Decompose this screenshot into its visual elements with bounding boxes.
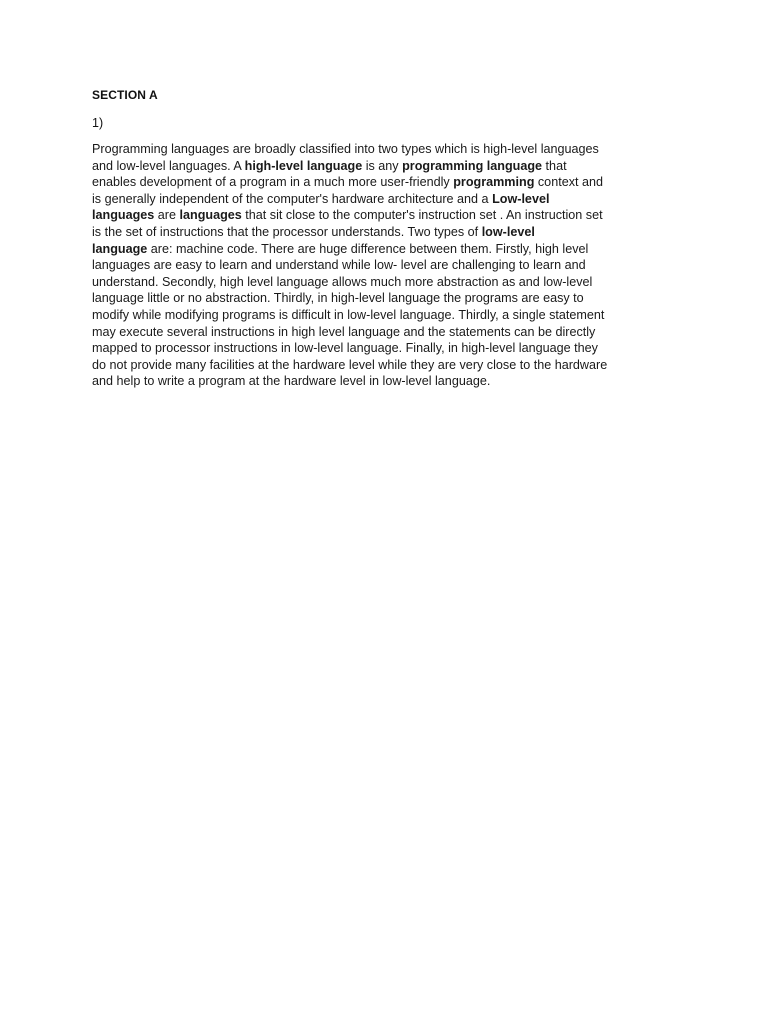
text-run: may execute several instructions in high level language and the statements can be directly: [92, 324, 596, 339]
text-run: languages are easy to learn and understand while low- level are challenging to learn and: [92, 258, 586, 273]
text-run: that sit close to the computer's instruction set . An instruction set: [241, 208, 603, 223]
paragraph-line: [92, 141, 682, 158]
text-run: understand. Secondly, high level language allows much more abstraction as and low-level: [92, 274, 593, 289]
text-run: context and: [534, 175, 604, 190]
text-run: language little or no abstraction. Thirdly, in high-level language the programs are easy to: [92, 291, 584, 306]
paragraph-line: [92, 324, 682, 341]
text-run: and low-level languages. A: [92, 158, 245, 173]
paragraph-line: [92, 274, 682, 291]
text-run: is the set of instructions that the processor understands. Two types of: [92, 224, 482, 239]
bold-term: Low-level: [492, 191, 550, 206]
text-run: Programming languages are broadly classified into two types which is high-level languages: [92, 142, 599, 156]
paragraph-line: [92, 373, 682, 390]
bold-term: high-level language: [244, 158, 363, 173]
answer-paragraph: [92, 141, 682, 390]
bold-term: language: [92, 241, 148, 256]
paragraph-line: [92, 340, 682, 357]
text-run: modify while modifying programs is difficult in low-level language. Thirdly, a single statement: [92, 307, 605, 322]
text-run: and help to write a program at the hardware level in low-level language.: [92, 374, 491, 389]
paragraph-line: [92, 307, 682, 324]
paragraph-line: [92, 241, 682, 258]
bold-term: languages: [179, 208, 242, 223]
section-heading: SECTION A: [92, 88, 158, 102]
question-number: 1): [92, 116, 104, 130]
text-run: are: [154, 208, 180, 223]
paragraph-line: [92, 207, 682, 224]
text-run: is generally independent of the computer's hardware architecture and a: [92, 191, 493, 206]
paragraph-line: [92, 257, 682, 274]
paragraph-line: [92, 290, 682, 307]
bold-term: low-level: [481, 224, 535, 239]
paragraph-line: [92, 158, 682, 175]
paragraph-line: [92, 191, 682, 208]
bold-term: programming: [453, 175, 535, 190]
text-run: is any: [362, 158, 403, 173]
text-run: that: [542, 158, 567, 173]
text-run: mapped to processor instructions in low-level language. Finally, in high-level language they: [92, 341, 598, 356]
text-run: are: machine code. There are huge difference between them. Firstly, high level: [147, 241, 589, 256]
paragraph-line: [92, 174, 682, 191]
bold-term: languages: [92, 208, 155, 223]
paragraph-line: [92, 357, 682, 374]
text-run: enables development of a program in a much more user-friendly: [92, 175, 454, 190]
bold-term: programming language: [402, 158, 543, 173]
paragraph-line: [92, 224, 682, 241]
text-run: do not provide many facilities at the hardware level while they are very close to the hardware: [92, 357, 608, 372]
